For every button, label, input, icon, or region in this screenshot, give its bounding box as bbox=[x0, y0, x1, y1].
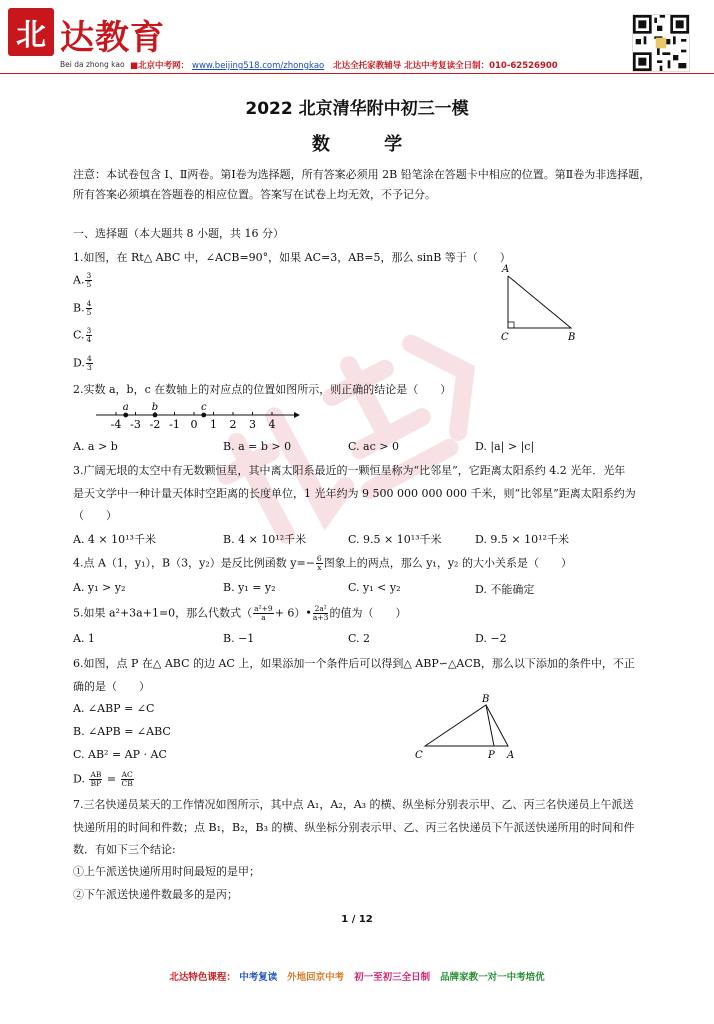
q4-option-a[interactable]: A. y₁ > y₂ bbox=[73, 581, 126, 594]
number-line-point-b bbox=[153, 413, 158, 418]
q2-option-a[interactable]: A. a > b bbox=[73, 440, 118, 453]
number-line-tick-label: 4 bbox=[268, 418, 276, 431]
q6-d-equals: = bbox=[106, 772, 117, 786]
q6-label-a: A bbox=[507, 750, 515, 761]
number-line-tick-label: -2 bbox=[149, 418, 161, 431]
section-heading: 一、选择题（本大题共 8 小题，共 16 分） bbox=[73, 227, 284, 240]
q4-option-d[interactable]: D. 不能确定 bbox=[475, 583, 535, 596]
q1-label-b: B bbox=[568, 332, 576, 343]
header-divider bbox=[0, 73, 714, 74]
q5-frac2-num: 2a² bbox=[314, 604, 327, 613]
number-line-tick-label: 2 bbox=[229, 418, 237, 431]
q6-d-frac1-den: BP bbox=[90, 779, 102, 788]
q6-option-b[interactable]: B. ∠APB = ∠ABC bbox=[73, 725, 171, 738]
q1-stem: 1.如图，在 Rt△ ABC 中，∠ACB=90°，如果 AC=3，AB=5，那么 sinB 等于（ ） bbox=[73, 251, 511, 264]
q5-option-c[interactable]: C. 2 bbox=[348, 632, 371, 645]
q1-option-d[interactable] bbox=[73, 355, 94, 372]
q2-stem: 2.实数 a，b，c 在数轴上的对应点的位置如图所示，则正确的结论是（ ） bbox=[73, 383, 452, 396]
q5-frac1-num: a²+9 bbox=[254, 604, 273, 613]
q4-frac-num: 6 bbox=[316, 554, 322, 563]
q1-option-a-label: A. bbox=[73, 273, 85, 287]
header-slogan: 北达全托家教辅导 北达中考复读全日制：010-62526900 bbox=[333, 61, 558, 71]
q6-d-frac2-den: CB bbox=[121, 779, 133, 788]
q5-option-a[interactable]: A. 1 bbox=[73, 632, 95, 645]
q1-b-num: 4 bbox=[86, 299, 92, 308]
footer-label: 北达特色课程： bbox=[169, 972, 236, 983]
q1-option-b[interactable] bbox=[73, 300, 93, 317]
q6-d-frac1-num: AB bbox=[90, 770, 102, 779]
number-line-tick-label: 0 bbox=[190, 418, 198, 431]
number-line-point-label-b: b bbox=[151, 402, 159, 413]
number-line-point-c bbox=[201, 413, 206, 418]
q1-b-den: 5 bbox=[86, 308, 92, 317]
logo-mark: 北 bbox=[8, 8, 54, 56]
q6-label-p: P bbox=[488, 750, 495, 761]
q6-option-a[interactable]: A. ∠ABP = ∠C bbox=[73, 702, 155, 715]
q2-option-b[interactable]: B. a = b > 0 bbox=[223, 440, 292, 453]
q1-label-a: A bbox=[502, 264, 510, 275]
q1-d-den: 3 bbox=[86, 363, 92, 372]
q7-conclusion-1: ①上午派送快递所用时间最短的是甲； bbox=[73, 865, 260, 878]
q4-stem-pre: 4.点 A（1，y₁），B（3，y₂）是反比例函数 y=− bbox=[73, 556, 315, 570]
logo-title: 达教育 bbox=[60, 18, 165, 58]
qr-code-icon bbox=[632, 14, 690, 72]
q5-option-b[interactable]: B. −1 bbox=[223, 632, 255, 645]
q7-stem-line3: 数．有如下三个结论: bbox=[73, 843, 176, 856]
q6-option-c[interactable]: C. AB² = AP · AC bbox=[73, 748, 167, 761]
number-line-point-label-c: c bbox=[200, 402, 207, 413]
footer-link-fulltime[interactable]: 初一至初三全日制 bbox=[354, 972, 431, 983]
q1-option-c[interactable] bbox=[73, 327, 93, 344]
q1-a-den: 5 bbox=[86, 280, 92, 289]
q7-conclusion-2: ②下午派送快递件数最多的是丙； bbox=[73, 888, 238, 901]
q3-option-d[interactable]: D. 9.5 × 10¹²千米 bbox=[475, 533, 569, 546]
footer-link-review[interactable]: 中考复读 bbox=[239, 972, 278, 983]
q3-option-b[interactable]: B. 4 × 10¹²千米 bbox=[223, 533, 307, 546]
q4-option-b[interactable]: B. y₁ = y₂ bbox=[223, 581, 276, 594]
q5-frac2-den: a+3 bbox=[312, 613, 329, 622]
number-line-tick-label: 1 bbox=[210, 418, 217, 431]
site-label: ■北京中考网： bbox=[130, 61, 190, 71]
q5-stem-mid: + 6）• bbox=[274, 606, 312, 620]
logo-pinyin: Bei da zhong kao bbox=[60, 60, 125, 69]
number-line-tick-label: -3 bbox=[130, 418, 141, 431]
page-number: 1 / 12 bbox=[341, 914, 373, 925]
q6-stem-line1: 6.如图，点 P 在△ ABC 的边 AC 上，如果添加一个条件后可以得到△ ABP∽△ACB，那么以下添加的条件中，不正 bbox=[73, 657, 635, 670]
q1-d-num: 4 bbox=[86, 354, 92, 363]
q6-stem-line2: 确的是（ ） bbox=[73, 680, 150, 693]
q1-option-c-label: C. bbox=[73, 328, 85, 342]
q7-stem-line1: 7.三名快递员某天的工作情况如图所示，其中点 A₁，A₂，A₃ 的横、纵坐标分别表示甲、乙、丙三名快递员上午派送 bbox=[73, 798, 634, 811]
footer-link-return[interactable]: 外地回京中考 bbox=[287, 972, 345, 983]
q4-stem-post: 图象上的两点，那么 y₁，y₂ 的大小关系是（ ） bbox=[323, 556, 572, 570]
q1-c-num: 3 bbox=[86, 326, 92, 335]
exam-title: 2022 北京清华附中初三一模 bbox=[245, 99, 469, 119]
q2-number-line bbox=[94, 398, 304, 432]
q6-d-frac2-num: AC bbox=[121, 770, 133, 779]
q5-option-d[interactable]: D. −2 bbox=[475, 632, 507, 645]
exam-notice: 注意：本试卷包含 Ⅰ、Ⅱ两卷。第Ⅰ卷为选择题，所有答案必须用 2B 铅笔涂在答题卡中相应的位置。第Ⅱ卷为非选择题，所有答案必须填在答题卷的相应位置。答案写在试卷上均无效，不予记分。 bbox=[73, 168, 651, 201]
subject-title: 数 学 bbox=[311, 134, 427, 155]
q4-frac-den: x bbox=[317, 563, 322, 572]
number-line-tick-label: -1 bbox=[169, 418, 180, 431]
q2-option-c[interactable]: C. ac > 0 bbox=[348, 440, 399, 453]
q4-stem bbox=[73, 555, 673, 572]
q1-option-a[interactable] bbox=[73, 272, 93, 289]
q2-option-d[interactable]: D. |a| > |c| bbox=[475, 440, 535, 453]
site-link[interactable]: www.beijing518.com/zhongkao bbox=[192, 61, 325, 71]
number-line-point-label-a: a bbox=[122, 402, 129, 413]
q7-stem-line2: 快递所用的时间和件数；点 B₁，B₂，B₃ 的横、纵坐标分别表示甲、乙、丙三名快递员下午派送快递所用的时间和件 bbox=[73, 821, 635, 834]
q4-option-c[interactable]: C. y₁ < y₂ bbox=[348, 581, 401, 594]
q6-option-d-label: D. bbox=[73, 772, 85, 786]
q5-stem-pre: 5.如果 a²+3a+1=0，那么代数式（ bbox=[73, 606, 253, 620]
q1-option-d-label: D. bbox=[73, 356, 85, 370]
q6-label-b: B bbox=[482, 694, 490, 705]
q3-stem-line1: 3.广阔无垠的太空中有无数颗恒星，其中离太阳系最近的一颗恒星称为“比邻星”，它距离太阳系约 4.2 光年．光年 bbox=[73, 464, 626, 477]
q3-option-c[interactable]: C. 9.5 × 10¹³千米 bbox=[348, 533, 442, 546]
q1-label-c: C bbox=[501, 332, 509, 343]
q1-triangle-figure bbox=[495, 262, 590, 344]
q6-triangle-figure bbox=[410, 692, 525, 764]
q5-stem bbox=[73, 605, 673, 622]
q6-option-d[interactable] bbox=[73, 771, 135, 788]
number-line-point-a bbox=[123, 413, 128, 418]
footer-banner bbox=[0, 969, 714, 983]
q3-stem-line2: 是天文学中一种计量天体时空距离的长度单位，1 光年约为 9 500 000 000 000 千米，则“比邻星”距离太阳系约为 bbox=[73, 487, 636, 500]
q1-a-num: 3 bbox=[86, 271, 92, 280]
q5-frac1-den: a bbox=[261, 613, 266, 622]
number-line-tick-label: -4 bbox=[110, 418, 122, 431]
q3-stem-line3: （ ） bbox=[73, 509, 117, 522]
q6-label-c: C bbox=[415, 750, 423, 761]
q1-option-b-label: B. bbox=[73, 301, 85, 315]
footer-link-tutoring[interactable]: 品牌家教一对一中考培优 bbox=[440, 972, 545, 983]
q1-c-den: 4 bbox=[86, 335, 92, 344]
q3-option-a[interactable]: A. 4 × 10¹³千米 bbox=[73, 533, 156, 546]
header-banner bbox=[130, 59, 558, 71]
number-line-tick-label: 3 bbox=[249, 418, 256, 431]
q5-stem-post: 的值为（ ） bbox=[329, 606, 407, 620]
